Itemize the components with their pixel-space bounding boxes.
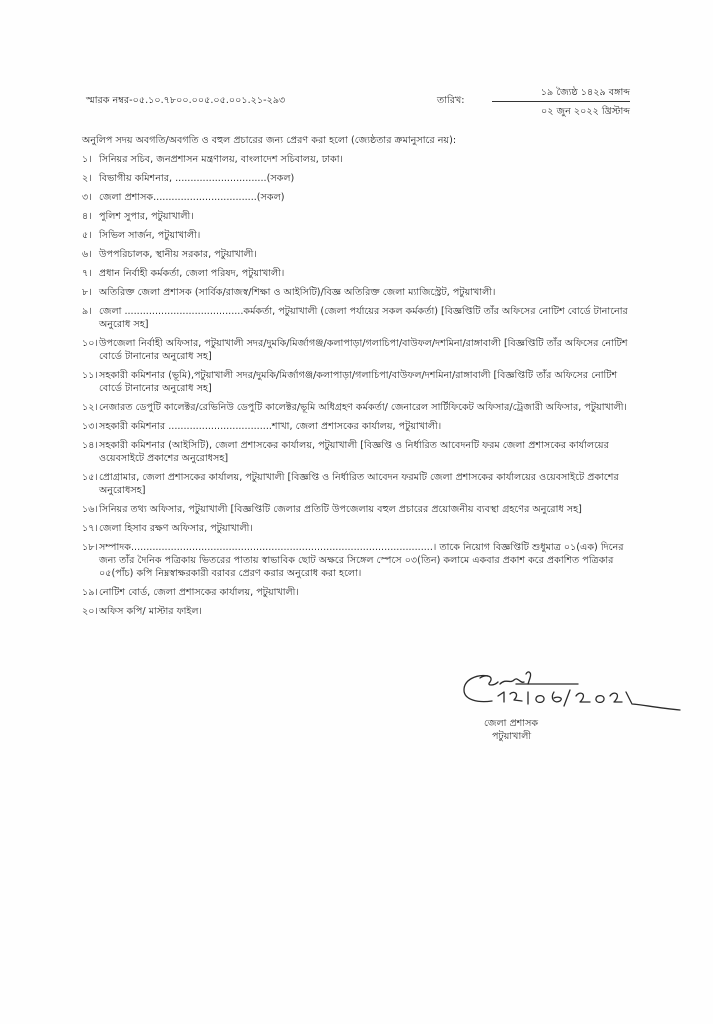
item-number: ৮। [82,287,92,298]
distribution-item [82,305,642,331]
date-english: ০২ জুন ২০২২ খ্রিস্টাব্দ [541,106,630,117]
distribution-item [82,541,642,580]
item-number: ৭। [82,268,92,279]
item-number: ৫। [82,230,92,241]
distribution-item [82,503,642,516]
item-text: নোটিশ বোর্ড, জেলা প্রশাসকের কার্যালয়, পটুয়াখালী। [99,587,299,598]
distribution-item [82,172,642,185]
distribution-item [82,248,642,261]
item-text: জেলা .......................................কর্মকর্তা, পটুয়াখালী (জেলা পর্যায়ের সকল কর্মকর্তা) [বিজ্ঞপ্তিটি তাঁর অফিসের নোটিশ বোর্ডে টানানোর অনুরোধ সহ] [99,306,628,330]
item-text: সিভিল সার্জন, পটুয়াখালী। [99,230,201,241]
item-number: ৬। [82,249,92,260]
item-text: অতিরিক্ত জেলা প্রশাসক (সার্বিক/রাজস্ব/শিক্ষা ও আইসিটি)/বিজ্ঞ অতিরিক্ত জেলা ম্যাজিস্ট্রেট, পটুয়াখালী। [99,287,496,298]
handwritten-signature [458,668,688,718]
item-text: সিনিয়র সচিব, জনপ্রশাসন মন্ত্রণালয়, বাংলাদেশ সচিবালয়, ঢাকা। [99,154,343,165]
item-number: ১৪। [82,440,98,451]
item-text: সম্পাদক...................................................................................................। তাকে নিয়োগ বিজ্ঞপ্তিটি শুধুমাত্র ০১(এক) দিনের জন্য তাঁর দৈনিক পত্রিকায় ভিতরের পাতায় স্বাভাবিক ছোট অক্ষরে সিঙ্গেল স্পেসে ০৩(তিন) কলামে একবার প্রকাশ করে প্রকাশিত পত্রিকার ০৫(পাঁচ) কপি নিম্নস্বাক্ষরকারী বরাবর প্রেরণ করার অনুরোধ করা হলো। [99,542,624,579]
item-number: ১০। [82,338,98,349]
signatory-district: পটুয়াখালী [492,731,532,742]
date-label: তারিখ: [437,95,465,106]
item-number: ১৭। [82,523,98,534]
item-number: ১৮। [82,542,98,553]
distribution-item [82,605,642,618]
item-text: নেজারত ডেপুটি কালেক্টর/রেভিনিউ ডেপুটি কালেক্টর/ভূমি অধিগ্রহণ কর্মকর্তা/ জেনারেল সার্টিফিকেট অফিসার/ট্রেজারী অফিসার, পটুয়াখালী। [99,402,627,413]
item-text: পুলিশ সুপার, পটুয়াখালী। [99,211,194,222]
item-text: সহকারী কমিশনার ..................................শাখা, জেলা প্রশাসকের কার্যালয়, পটুয়াখালী। [99,421,442,432]
item-text: প্রোগ্রামার, জেলা প্রশাসকের কার্যালয়, পটুয়াখালী [বিজ্ঞপ্তি ও নির্ধারিত আবেদন ফরমটি জেলা প্রশাসকের কার্যালয়ের ওয়েবসাইটে প্রকাশের অনুরোধসহ] [99,472,619,496]
date-block [492,86,630,118]
item-text: উপপরিচালক, স্থানীয় সরকার, পটুয়াখালী। [99,249,257,260]
distribution-item [82,439,642,465]
item-number: ৩। [82,192,92,203]
item-text: জেলা হিসাব রক্ষণ অফিসার, পটুয়াখালী। [99,523,253,534]
distribution-item [82,267,642,280]
signatory-designation: জেলা প্রশাসক [484,718,539,729]
item-number: ১২। [82,402,98,413]
item-text: সিনিয়র তথ্য অফিসার, পটুয়াখালী [বিজ্ঞপ্তিটি জেলার প্রতিটি উপজেলায় বহুল প্রচারের প্রয়োজনীয় ব্যবস্থা গ্রহণের অনুরোধ সহ] [99,504,582,515]
item-number: ১৩। [82,421,98,432]
distribution-item [82,471,642,497]
distribution-intro: অনুলিপ সদয় অবগতি/অবগতি ও বহুল প্রচারের জন্য প্রেরণ করা হলো (জ্যেষ্ঠতার ক্রমানুসারে নয়): [82,135,457,146]
distribution-item [82,401,642,414]
item-number: ৪। [82,211,92,222]
distribution-item [82,229,642,242]
distribution-item [82,420,642,433]
item-number: ২। [82,173,92,184]
distribution-item [82,522,642,535]
distribution-item [82,191,642,204]
item-number: ১৫। [82,472,98,483]
item-text: সহকারী কমিশনার (আইসিটি), জেলা প্রশাসকের কার্যালয়, পটুয়াখালী [বিজ্ঞপ্তি ও নির্ধারিত আবেদনটি ফরম জেলা প্রশাসকের কার্যালয়ের ওয়েবসাইটে প্রকাশের অনুরোধসহ] [99,440,609,464]
item-text: সহকারী কমিশনার (ভূমি),পটুয়াখালী সদর/দুমকি/মির্জাগঞ্জ/কলাপাড়া/গলাচিপা/বাউফল/দশমিনা/রাঙ্গাবালী [বিজ্ঞপ্তিটি তাঁর অফিসের নোটিশ বোর্ডে টানানোর অনুরোধ সহ] [99,370,618,394]
item-text: অফিস কপি/ মাস্টার ফাইল। [99,606,202,617]
item-text: জেলা প্রশাসক..................................(সকল) [99,192,285,203]
distribution-item [82,369,642,395]
item-number: ১৯। [82,587,98,598]
item-number: ২০। [82,606,98,617]
item-text: প্রধান নির্বাহী কর্মকর্তা, জেলা পরিষদ, পটুয়াখালী। [99,268,285,279]
distribution-item [82,286,642,299]
item-text: উপজেলা নির্বাহী অফিসার, পটুয়াখালী সদর/দুমকি/মির্জাগঞ্জ/কলাপাড়া/গলাচিপা/বাউফল/দশমিনা/রাঙ্গাবালী [বিজ্ঞপ্তিটি তাঁর অফিসের নোটিশ বোর্ডে টানানোর অনুরোধ সহ] [99,338,628,362]
item-number: ১৬। [82,504,98,515]
date-bangla: ১৯ জ্যৈষ্ঠ ১৪২৯ বঙ্গাব্দ [492,86,630,102]
memo-number: স্মারক নম্বর-০৫.১০.৭৮০০.০০৫.০৫.০০১.২১-২৯৩ [86,95,286,106]
item-number: ৯। [82,306,92,317]
distribution-item [82,586,642,599]
distribution-item [82,210,642,223]
item-number: ১১। [82,370,98,381]
distribution-item [82,153,642,166]
distribution-item [82,337,642,363]
item-number: ১। [82,154,92,165]
item-text: বিভাগীয় কমিশনার, ..............................(সকল) [99,173,295,184]
distribution-list [82,153,642,624]
